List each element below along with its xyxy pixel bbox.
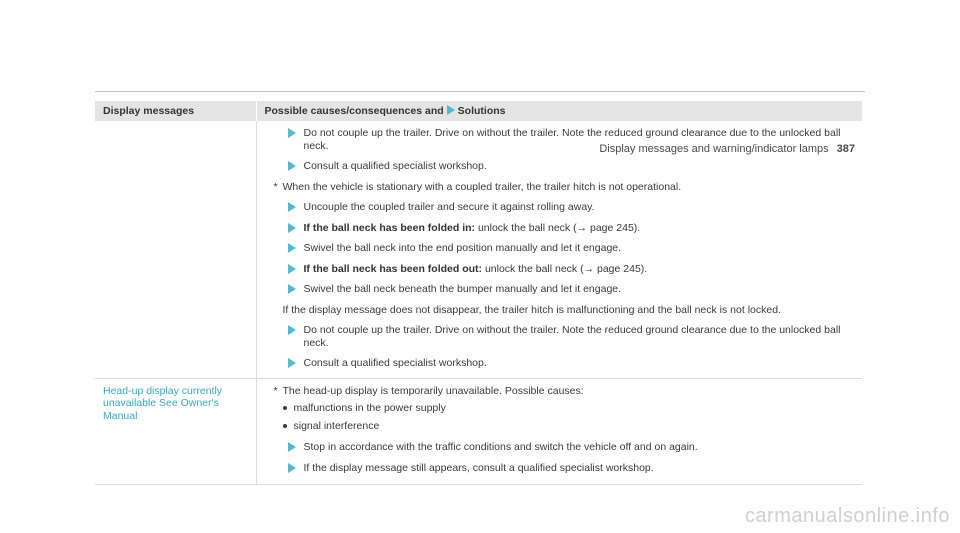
step-text: Do not couple up the trailer. Drive on without the trailer. Note the reduced ground clearance due to the unlocked ball neck. — [303, 127, 841, 152]
col-header-causes-solutions — [256, 101, 862, 121]
message-cell-empty — [95, 121, 256, 378]
section-title: Display messages and warning/indicator lamps — [599, 143, 829, 155]
note-asterisk: * — [273, 384, 278, 397]
solution-step — [274, 462, 855, 475]
bullet-dot-icon — [283, 406, 287, 410]
cause-note — [274, 181, 855, 194]
header-rule — [95, 91, 865, 92]
step-text: Consult a qualified specialist workshop. — [303, 160, 487, 172]
note-text: The head-up display is temporarily unavailable. Possible causes: — [282, 384, 584, 397]
cause-note — [274, 385, 855, 398]
solution-step — [274, 201, 855, 214]
solution-step — [274, 127, 855, 152]
step-text: Consult a qualified specialist workshop. — [303, 357, 487, 369]
step-text: Stop in accordance with the traffic conditions and switch the vehicle off and on again. — [303, 441, 698, 453]
solution-arrow-icon — [288, 284, 296, 294]
solution-arrow-icon — [288, 442, 296, 452]
bullet-text: malfunctions in the power supply — [293, 402, 446, 414]
bullet-dot-icon — [283, 424, 287, 428]
malfunction-text: If the display message does not disappear, the trailer hitch is malfunctioning and the ball neck is not locked. — [282, 303, 781, 316]
step-text: unlock the ball neck (→ page 245). — [484, 262, 648, 275]
cause-bullet — [274, 402, 855, 415]
step-condition: If the ball neck has been folded out: — [303, 262, 483, 275]
cause-bullet — [274, 420, 855, 433]
causes-solutions-cell — [256, 121, 862, 378]
solution-step — [274, 441, 855, 454]
solution-arrow-icon — [288, 223, 296, 233]
step-text: Swivel the ball neck beneath the bumper manually and let it engage. — [303, 283, 622, 295]
watermark: carmanualsonline.info — [744, 505, 950, 527]
page-number: 387 — [836, 143, 855, 155]
solution-arrow-icon — [288, 202, 296, 212]
col-header-display-messages: Display messages — [95, 101, 256, 121]
table-header-row — [95, 101, 862, 121]
causes-solutions-cell — [256, 378, 862, 485]
step-text: If the display message still appears, consult a qualified specialist workshop. — [303, 461, 654, 474]
display-messages-table — [95, 101, 862, 485]
solution-arrow-icon — [288, 264, 296, 274]
note-asterisk: * — [273, 180, 278, 193]
solution-step — [274, 222, 855, 235]
solution-arrow-icon — [288, 358, 296, 368]
step-text: unlock the ball neck (→ page 245). — [477, 221, 641, 234]
solution-step — [274, 357, 855, 370]
table-row — [95, 378, 862, 485]
solution-step — [274, 283, 855, 296]
step-text: Swivel the ball neck into the end position manually and let it engage. — [303, 242, 622, 254]
step-text: Do not couple up the trailer. Drive on without the trailer. Note the reduced ground clearance due to the unlocked ball neck. — [303, 324, 841, 349]
solution-arrow-icon — [288, 325, 296, 335]
display-message-title: Head-up display currently unavailable See Owner's Manual — [103, 384, 223, 422]
message-cell — [95, 378, 256, 485]
solution-arrow-icon — [288, 161, 296, 171]
solution-step — [274, 242, 855, 255]
solution-arrow-icon — [288, 243, 296, 253]
table-row — [95, 121, 862, 378]
bullet-text: signal interference — [293, 419, 380, 432]
solution-arrow-icon — [288, 128, 296, 138]
step-text: Uncouple the coupled trailer and secure it against rolling away. — [303, 201, 595, 213]
solution-step — [274, 263, 855, 276]
solution-arrow-icon — [447, 105, 455, 115]
solution-step — [274, 324, 855, 349]
step-condition: If the ball neck has been folded in: — [303, 221, 476, 234]
col-header-solutions-text: Solutions — [457, 105, 506, 117]
note-text: When the vehicle is stationary with a coupled trailer, the trailer hitch is not operational. — [282, 180, 682, 193]
solution-step — [274, 160, 855, 173]
solution-arrow-icon — [288, 463, 296, 473]
col-header-causes-text: Possible causes/consequences and — [264, 105, 444, 117]
